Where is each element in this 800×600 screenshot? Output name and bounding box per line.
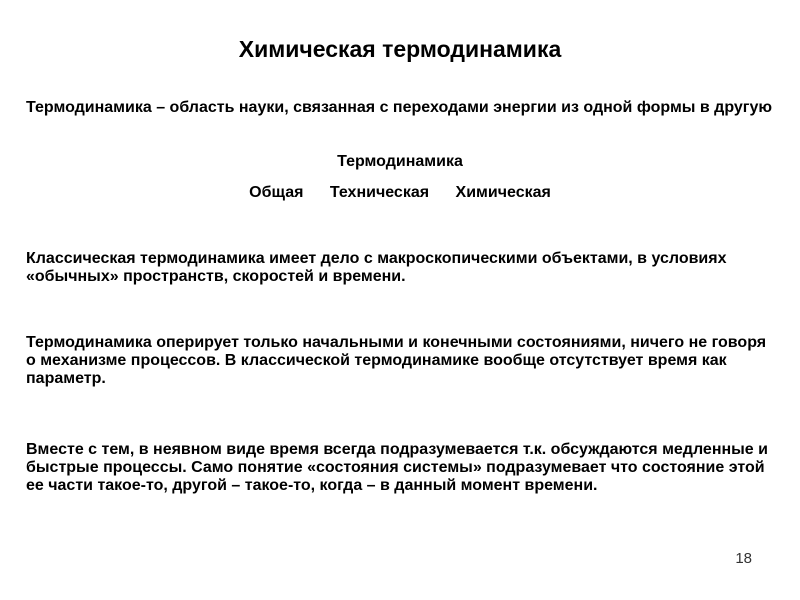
subheading: Термодинамика: [337, 153, 463, 170]
slide-title: Химическая термодинамика: [238, 36, 562, 62]
states-paragraph: Термодинамика оперирует только начальными и конечными состояниями, ничего не говоря о механизме процессов. В классической термодинамике вообще отсутствует время как параметр.: [26, 334, 767, 387]
time-paragraph: Вместе с тем, в неявном виде время всегда подразумевается т.к. обсуждаются медленные и быстрые процессы. Само понятие «состояния системы» подразумевает что состояние этой ее части такое-то, другой – такое-то, когда – в данный момент времени.: [26, 441, 768, 494]
branches-row: [0, 184, 800, 202]
branch-technical: Техническая: [329, 184, 430, 201]
page-number: 18: [735, 550, 752, 567]
branch-general: Общая: [249, 184, 304, 201]
definition-paragraph: Термодинамика – область науки, связанная с переходами энергии из одной формы в другую: [26, 99, 773, 116]
branch-chemical: Химическая: [455, 184, 551, 201]
classic-thermodynamics-paragraph: Классическая термодинамика имеет дело с макроскопическими объектами, в условиях «обычных» пространств, скоростей и времени.: [26, 250, 727, 285]
